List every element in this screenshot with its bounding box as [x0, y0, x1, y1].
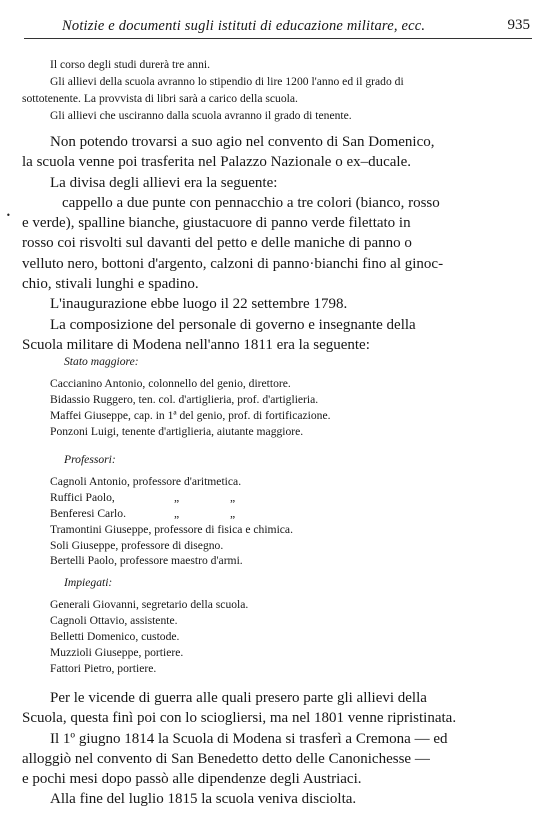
- decree-line: Gli allievi che usciranno dalla scuola avranno il grado di tenente.: [50, 109, 352, 122]
- list-item: Generali Giovanni, segretario della scuola.: [50, 597, 249, 611]
- text-line: Non potendo trovarsi a suo agio nel convento di San Domenico,: [50, 134, 435, 150]
- paragraph-uniform: [22, 132, 520, 355]
- list-item: [50, 506, 520, 522]
- text-line: La divisa degli allievi era la seguente:: [50, 174, 278, 191]
- list-item: Cagnoli Antonio, professore d'aritmetica.: [50, 474, 242, 488]
- text-line: rosso coi risvolti sul davanti del petto e delle maniche di panno o: [22, 235, 412, 252]
- decree-text: [22, 56, 520, 124]
- text-line: chio, stivali lunghi e spadino.: [22, 276, 199, 293]
- list-item: Maffei Giuseppe, cap. in 1ª del genio, prof. di fortificazione.: [50, 408, 331, 422]
- list-item: Cagnoli Ottavio, assistente.: [50, 613, 178, 627]
- text-line: la scuola venne poi trasferita nel Palazzo Nazionale o ex–ducale.: [22, 154, 411, 171]
- list-item: [50, 490, 520, 506]
- margin-dot-mark: •: [6, 211, 11, 220]
- ditto-mark: „: [230, 490, 236, 504]
- text-line: La composizione del personale di governo e insegnante della: [50, 316, 416, 333]
- staff-section: [50, 354, 520, 440]
- professors-section: [50, 452, 520, 569]
- list-item: Caccianino Antonio, colonnello del genio, direttore.: [50, 376, 291, 390]
- page-number: 935: [507, 17, 530, 33]
- text-line: e verde), spalline bianche, giustacuore di panno verde filettato in: [22, 215, 411, 232]
- list-item: Ponzoni Luigi, tenente d'artiglieria, aiutante maggiore.: [50, 424, 304, 438]
- text-line: Scuola militare di Modena nell'anno 1811 era la seguente:: [22, 336, 370, 353]
- list-item: Bidassio Ruggero, ten. col. d'artiglieria, prof. d'artiglieria.: [50, 392, 319, 406]
- ditto-mark: „: [174, 490, 180, 504]
- text-line: cappello a due punte con pennacchio a tre colori (bianco, rosso: [62, 194, 440, 211]
- text-line: e pochi mesi dopo passò alle dipendenze degli Austriaci.: [22, 771, 362, 788]
- running-title: Notizie e documenti sugli istituti di educazione militare, ecc.: [62, 18, 426, 34]
- employees-section: [50, 575, 520, 676]
- decree-line: Gli allievi della scuola avranno lo stipendio di lire 1200 l'anno ed il grado di: [50, 75, 404, 88]
- ditto-mark: „: [174, 506, 180, 520]
- list-item: Soli Giuseppe, professore di disegno.: [50, 538, 224, 552]
- running-header: [24, 16, 532, 39]
- list-item-name: Ruffici Paolo,: [50, 490, 115, 504]
- text-line: alloggiò nel convento di San Benedetto detto delle Canonichesse —: [22, 750, 430, 767]
- list-item-name: Benferesi Carlo.: [50, 506, 126, 520]
- text-line: Alla fine del luglio 1815 la scuola veniva disciolta.: [50, 791, 357, 808]
- text-line: velluto nero, bottoni d'argento, calzoni di panno·bianchi fino al ginoc-: [22, 255, 444, 272]
- text-line: Scuola, questa finì poi con lo sciogliersi, ma nel 1801 venne ripristinata.: [22, 710, 457, 727]
- section-caption: Impiegati:: [64, 576, 113, 589]
- section-caption: Stato maggiore:: [64, 355, 139, 368]
- decree-line: sottotenente. La provvista di libri sarà a carico della scuola.: [22, 92, 298, 105]
- list-item: Tramontini Giuseppe, professore di fisica e chimica.: [50, 522, 293, 536]
- text-line: Per le vicende di guerra alle quali presero parte gli allievi della: [50, 690, 427, 706]
- text-line: L'inaugurazione ebbe luogo il 22 settembre 1798.: [50, 296, 348, 313]
- list-item: Fattori Pietro, portiere.: [50, 661, 157, 675]
- text-line: Il 1º giugno 1814 la Scuola di Modena si trasferì a Cremona — ed: [50, 730, 448, 747]
- section-caption: Professori:: [64, 453, 116, 466]
- list-item: Belletti Domenico, custode.: [50, 629, 180, 643]
- list-item: Muzzioli Giuseppe, portiere.: [50, 645, 184, 659]
- paragraph-history: [22, 688, 520, 810]
- ditto-mark: „: [230, 506, 236, 520]
- decree-line: Il corso degli studi durerà tre anni.: [50, 58, 211, 71]
- list-item: Bertelli Paolo, professore maestro d'armi.: [50, 554, 243, 568]
